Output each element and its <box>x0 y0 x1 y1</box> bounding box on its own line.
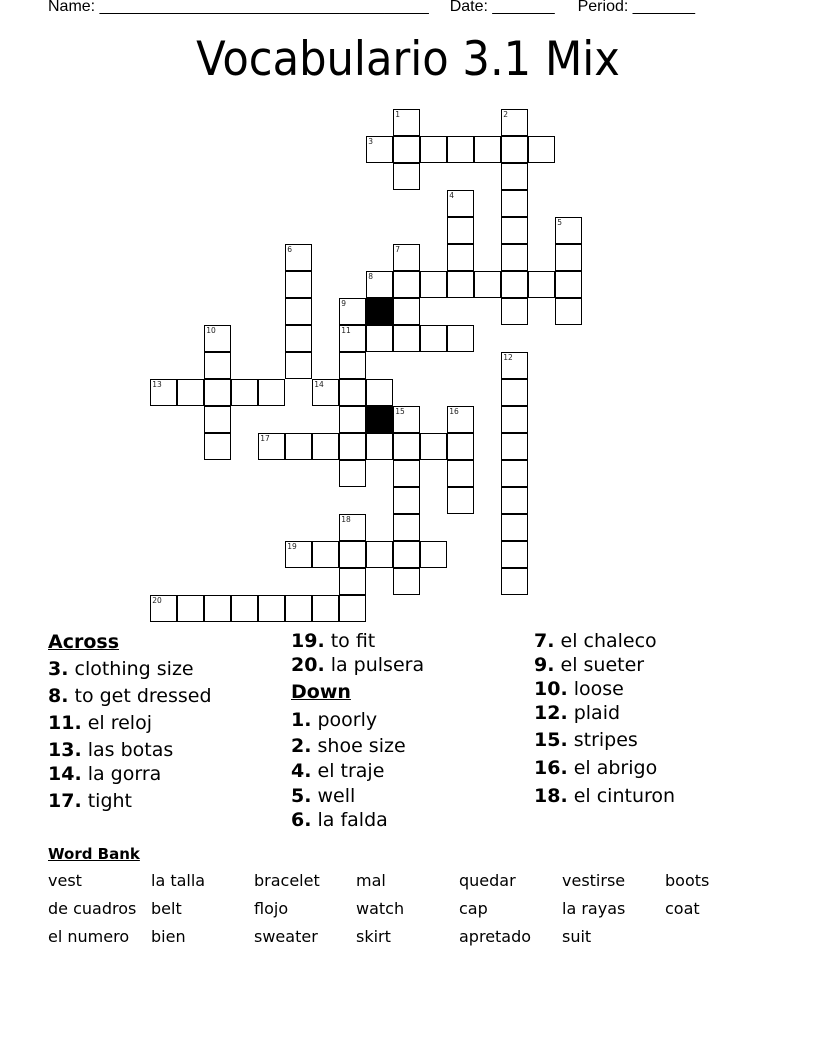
word-bank-item: flojo <box>254 899 289 918</box>
crossword-cell[interactable] <box>204 379 231 406</box>
crossword-cell[interactable] <box>528 136 555 163</box>
crossword-cell[interactable] <box>447 190 474 217</box>
clue-number: 6. <box>291 809 312 831</box>
crossword-cell[interactable] <box>501 514 528 541</box>
crossword-cell[interactable] <box>501 298 528 325</box>
crossword-cell[interactable] <box>366 325 393 352</box>
clue-across-17 <box>48 788 212 815</box>
clue-text: well <box>317 785 356 807</box>
crossword-cell[interactable] <box>204 433 231 460</box>
clue-number: 20. <box>291 654 325 676</box>
crossword-cell[interactable] <box>231 379 258 406</box>
crossword-cell[interactable] <box>366 379 393 406</box>
clue-number: 15. <box>534 729 568 751</box>
crossword-cell[interactable] <box>420 271 447 298</box>
clue-down-18 <box>534 782 675 811</box>
crossword-cell[interactable] <box>204 406 231 433</box>
crossword-cell[interactable] <box>339 541 366 568</box>
clue-number: 19. <box>291 630 325 652</box>
clue-number: 10. <box>534 678 568 700</box>
word-bank-item: cap <box>459 899 488 918</box>
clue-number: 14. <box>48 763 82 785</box>
clues-column-1 <box>48 629 212 815</box>
clue-number-label: 10 <box>206 326 216 336</box>
crossword-grid <box>151 110 610 623</box>
crossword-cell[interactable] <box>177 379 204 406</box>
clue-number: 9. <box>534 654 555 676</box>
clue-down-15 <box>534 725 675 755</box>
word-bank-item: vestirse <box>562 871 626 890</box>
clue-number: 11. <box>48 712 82 734</box>
clue-across-8 <box>48 683 212 710</box>
clue-number: 12. <box>534 702 568 724</box>
clue-number: 8. <box>48 685 69 707</box>
word-bank-heading: Word Bank <box>48 845 140 863</box>
crossword-cell[interactable] <box>204 595 231 622</box>
crossword-cell[interactable] <box>447 406 474 433</box>
crossword-cell[interactable] <box>447 217 474 244</box>
word-bank-item: boots <box>665 871 710 890</box>
crossword-cell[interactable] <box>258 379 285 406</box>
crossword-cell[interactable] <box>393 271 420 298</box>
clue-number-label: 12 <box>503 353 513 363</box>
word-bank-item: belt <box>151 899 182 918</box>
clue-across-14 <box>48 761 212 788</box>
clue-down-7 <box>534 629 675 653</box>
clue-number-label: 4 <box>449 191 455 201</box>
date-field[interactable]: Date: _______ <box>449 0 555 15</box>
crossword-cell[interactable] <box>150 379 177 406</box>
clue-number: 1. <box>291 709 312 731</box>
crossword-cell[interactable] <box>447 244 474 271</box>
crossword-cell[interactable] <box>501 271 528 298</box>
crossword-cell[interactable] <box>501 460 528 487</box>
crossword-cell[interactable] <box>447 460 474 487</box>
crossword-cell[interactable] <box>366 136 393 163</box>
clue-text: loose <box>573 678 624 700</box>
crossword-cell[interactable] <box>366 433 393 460</box>
crossword-cell[interactable] <box>393 109 420 136</box>
crossword-cell[interactable] <box>420 136 447 163</box>
clue-text: la pulsera <box>330 654 425 676</box>
crossword-cell[interactable] <box>474 271 501 298</box>
clue-down-12 <box>534 701 675 725</box>
crossword-cell[interactable] <box>501 136 528 163</box>
crossword-cell[interactable] <box>393 460 420 487</box>
word-bank-item: vest <box>48 871 82 890</box>
clue-down-1 <box>291 707 424 733</box>
crossword-cell[interactable] <box>420 433 447 460</box>
clue-number-label: 3 <box>368 137 374 147</box>
clue-text: el cinturon <box>573 785 676 807</box>
crossword-cell[interactable] <box>555 244 582 271</box>
clue-text: las botas <box>87 739 174 761</box>
clue-text: el traje <box>317 760 385 782</box>
crossword-cell[interactable] <box>231 595 258 622</box>
clue-down-6 <box>291 809 424 831</box>
word-bank-item: watch <box>356 899 405 918</box>
word-bank-item: la rayas <box>562 899 626 918</box>
clue-across-19 <box>291 629 424 653</box>
crossword-cell[interactable] <box>204 325 231 352</box>
clue-number-label: 17 <box>260 434 270 444</box>
crossword-cell[interactable] <box>555 271 582 298</box>
clue-across-11 <box>48 710 212 737</box>
clue-text: clothing size <box>74 658 194 680</box>
crossword-cell[interactable] <box>339 568 366 595</box>
crossword-cell[interactable] <box>393 487 420 514</box>
clue-number-label: 7 <box>395 245 401 255</box>
clue-text: plaid <box>573 702 621 724</box>
clue-down-5 <box>291 783 424 809</box>
crossword-cell[interactable] <box>501 190 528 217</box>
crossword-cell[interactable] <box>150 595 177 622</box>
clues-column-2 <box>291 629 424 831</box>
clue-number-label: 15 <box>395 407 405 417</box>
word-bank-item: suit <box>562 927 592 946</box>
crossword-cell[interactable] <box>285 244 312 271</box>
clue-text: tight <box>87 790 132 812</box>
word-bank-item: la talla <box>151 871 206 890</box>
crossword-cell[interactable] <box>339 325 366 352</box>
clue-number-label: 18 <box>341 515 351 525</box>
clue-number-label: 6 <box>287 245 293 255</box>
clue-text: poorly <box>317 709 378 731</box>
clue-number-label: 13 <box>152 380 162 390</box>
clue-number-label: 20 <box>152 596 162 606</box>
across-heading: Across <box>48 631 120 653</box>
crossword-cell[interactable] <box>393 541 420 568</box>
crossword-cell[interactable] <box>420 541 447 568</box>
crossword-cell[interactable] <box>177 595 204 622</box>
student-info-header <box>48 0 695 16</box>
crossword-cell[interactable] <box>501 541 528 568</box>
clue-number: 4. <box>291 760 312 782</box>
word-bank-item: bien <box>151 927 186 946</box>
word-bank-item: coat <box>665 899 700 918</box>
clue-down-4 <box>291 759 424 783</box>
clue-number: 16. <box>534 757 568 779</box>
crossword-cell[interactable] <box>312 379 339 406</box>
crossword-cell[interactable] <box>285 325 312 352</box>
crossword-cell[interactable] <box>501 379 528 406</box>
clue-text: el abrigo <box>573 757 658 779</box>
clue-across-3 <box>48 656 212 683</box>
crossword-cell[interactable] <box>501 487 528 514</box>
crossword-cell[interactable] <box>312 433 339 460</box>
crossword-cell[interactable] <box>339 298 366 325</box>
crossword-cell[interactable] <box>285 541 312 568</box>
crossword-cell[interactable] <box>312 541 339 568</box>
period-field[interactable]: Period: _______ <box>577 0 696 15</box>
crossword-cell[interactable] <box>393 244 420 271</box>
crossword-cell[interactable] <box>420 325 447 352</box>
crossword-cell[interactable] <box>339 406 366 433</box>
crossword-cell[interactable] <box>366 271 393 298</box>
word-bank-item: apretado <box>459 927 532 946</box>
clue-number-label: 14 <box>314 380 324 390</box>
word-bank-item: quedar <box>459 871 516 890</box>
crossword-cell[interactable] <box>285 352 312 379</box>
crossword-cell[interactable] <box>447 325 474 352</box>
clue-number-label: 9 <box>341 299 347 309</box>
crossword-cell[interactable] <box>285 595 312 622</box>
crossword-cell[interactable] <box>555 217 582 244</box>
word-bank-item: skirt <box>356 927 391 946</box>
crossword-cell[interactable] <box>366 541 393 568</box>
clue-text: to get dressed <box>74 685 212 707</box>
crossword-cell[interactable] <box>393 568 420 595</box>
clue-text: el sueter <box>560 654 645 676</box>
crossword-cell[interactable] <box>339 352 366 379</box>
crossword-cell[interactable] <box>447 487 474 514</box>
clue-number-label: 2 <box>503 110 509 120</box>
clue-text: el chaleco <box>560 630 657 652</box>
clue-down-10 <box>534 677 675 701</box>
clue-down-9 <box>534 653 675 677</box>
crossword-cell[interactable] <box>447 136 474 163</box>
name-field[interactable]: Name: _____________________________________ <box>48 0 429 15</box>
crossword-cell[interactable] <box>285 271 312 298</box>
clue-down-16 <box>534 755 675 782</box>
crossword-cell[interactable] <box>501 568 528 595</box>
crossword-cell[interactable] <box>393 325 420 352</box>
word-bank-item: bracelet <box>254 871 320 890</box>
clue-number-label: 16 <box>449 407 459 417</box>
clue-number: 5. <box>291 785 312 807</box>
crossword-cell[interactable] <box>501 109 528 136</box>
crossword-cell[interactable] <box>447 433 474 460</box>
clues-column-3 <box>534 629 675 811</box>
clue-number-label: 19 <box>287 542 297 552</box>
crossword-cell[interactable] <box>501 433 528 460</box>
crossword-cell[interactable] <box>393 514 420 541</box>
crossword-cell[interactable] <box>393 433 420 460</box>
word-bank-item: de cuadros <box>48 899 137 918</box>
clue-number: 13. <box>48 739 82 761</box>
clue-number: 3. <box>48 658 69 680</box>
clue-across-13 <box>48 737 212 764</box>
clue-number: 2. <box>291 735 312 757</box>
clue-number: 7. <box>534 630 555 652</box>
crossword-cell[interactable] <box>339 595 366 622</box>
crossword-cell[interactable] <box>501 244 528 271</box>
crossword-cell[interactable] <box>474 136 501 163</box>
crossword-cell[interactable] <box>339 379 366 406</box>
crossword-cell[interactable] <box>447 271 474 298</box>
crossword-cell[interactable] <box>528 271 555 298</box>
clue-text: el reloj <box>87 712 152 734</box>
clue-text: la gorra <box>87 763 162 785</box>
crossword-black-cell <box>366 298 393 325</box>
crossword-cell[interactable] <box>339 460 366 487</box>
clue-number-label: 5 <box>557 218 563 228</box>
clue-number-label: 11 <box>341 326 351 336</box>
clue-text: to fit <box>330 630 376 652</box>
crossword-cell[interactable] <box>393 163 420 190</box>
page-title: Vocabulario 3.1 Mix <box>196 32 620 87</box>
crossword-cell[interactable] <box>285 298 312 325</box>
crossword-cell[interactable] <box>501 406 528 433</box>
clue-down-2 <box>291 733 424 759</box>
clue-number-label: 1 <box>395 110 401 120</box>
crossword-cell[interactable] <box>501 352 528 379</box>
crossword-cell[interactable] <box>393 136 420 163</box>
crossword-cell[interactable] <box>339 433 366 460</box>
crossword-cell[interactable] <box>285 433 312 460</box>
word-bank-item: mal <box>356 871 386 890</box>
crossword-cell[interactable] <box>312 595 339 622</box>
down-heading: Down <box>291 681 351 703</box>
crossword-cell[interactable] <box>501 163 528 190</box>
crossword-cell[interactable] <box>258 433 285 460</box>
clue-text: shoe size <box>317 735 406 757</box>
crossword-cell[interactable] <box>204 352 231 379</box>
clue-text: la falda <box>317 809 388 831</box>
clue-text: stripes <box>573 729 638 751</box>
clue-number-label: 8 <box>368 272 374 282</box>
crossword-cell[interactable] <box>339 514 366 541</box>
crossword-cell[interactable] <box>258 595 285 622</box>
word-bank-item: sweater <box>254 927 318 946</box>
crossword-cell[interactable] <box>501 217 528 244</box>
crossword-black-cell <box>366 406 393 433</box>
word-bank-item: el numero <box>48 927 130 946</box>
crossword-cell[interactable] <box>393 298 420 325</box>
clue-number: 17. <box>48 790 82 812</box>
crossword-cell[interactable] <box>555 298 582 325</box>
clue-number: 18. <box>534 785 568 807</box>
crossword-cell[interactable] <box>393 406 420 433</box>
clue-across-20 <box>291 653 424 677</box>
